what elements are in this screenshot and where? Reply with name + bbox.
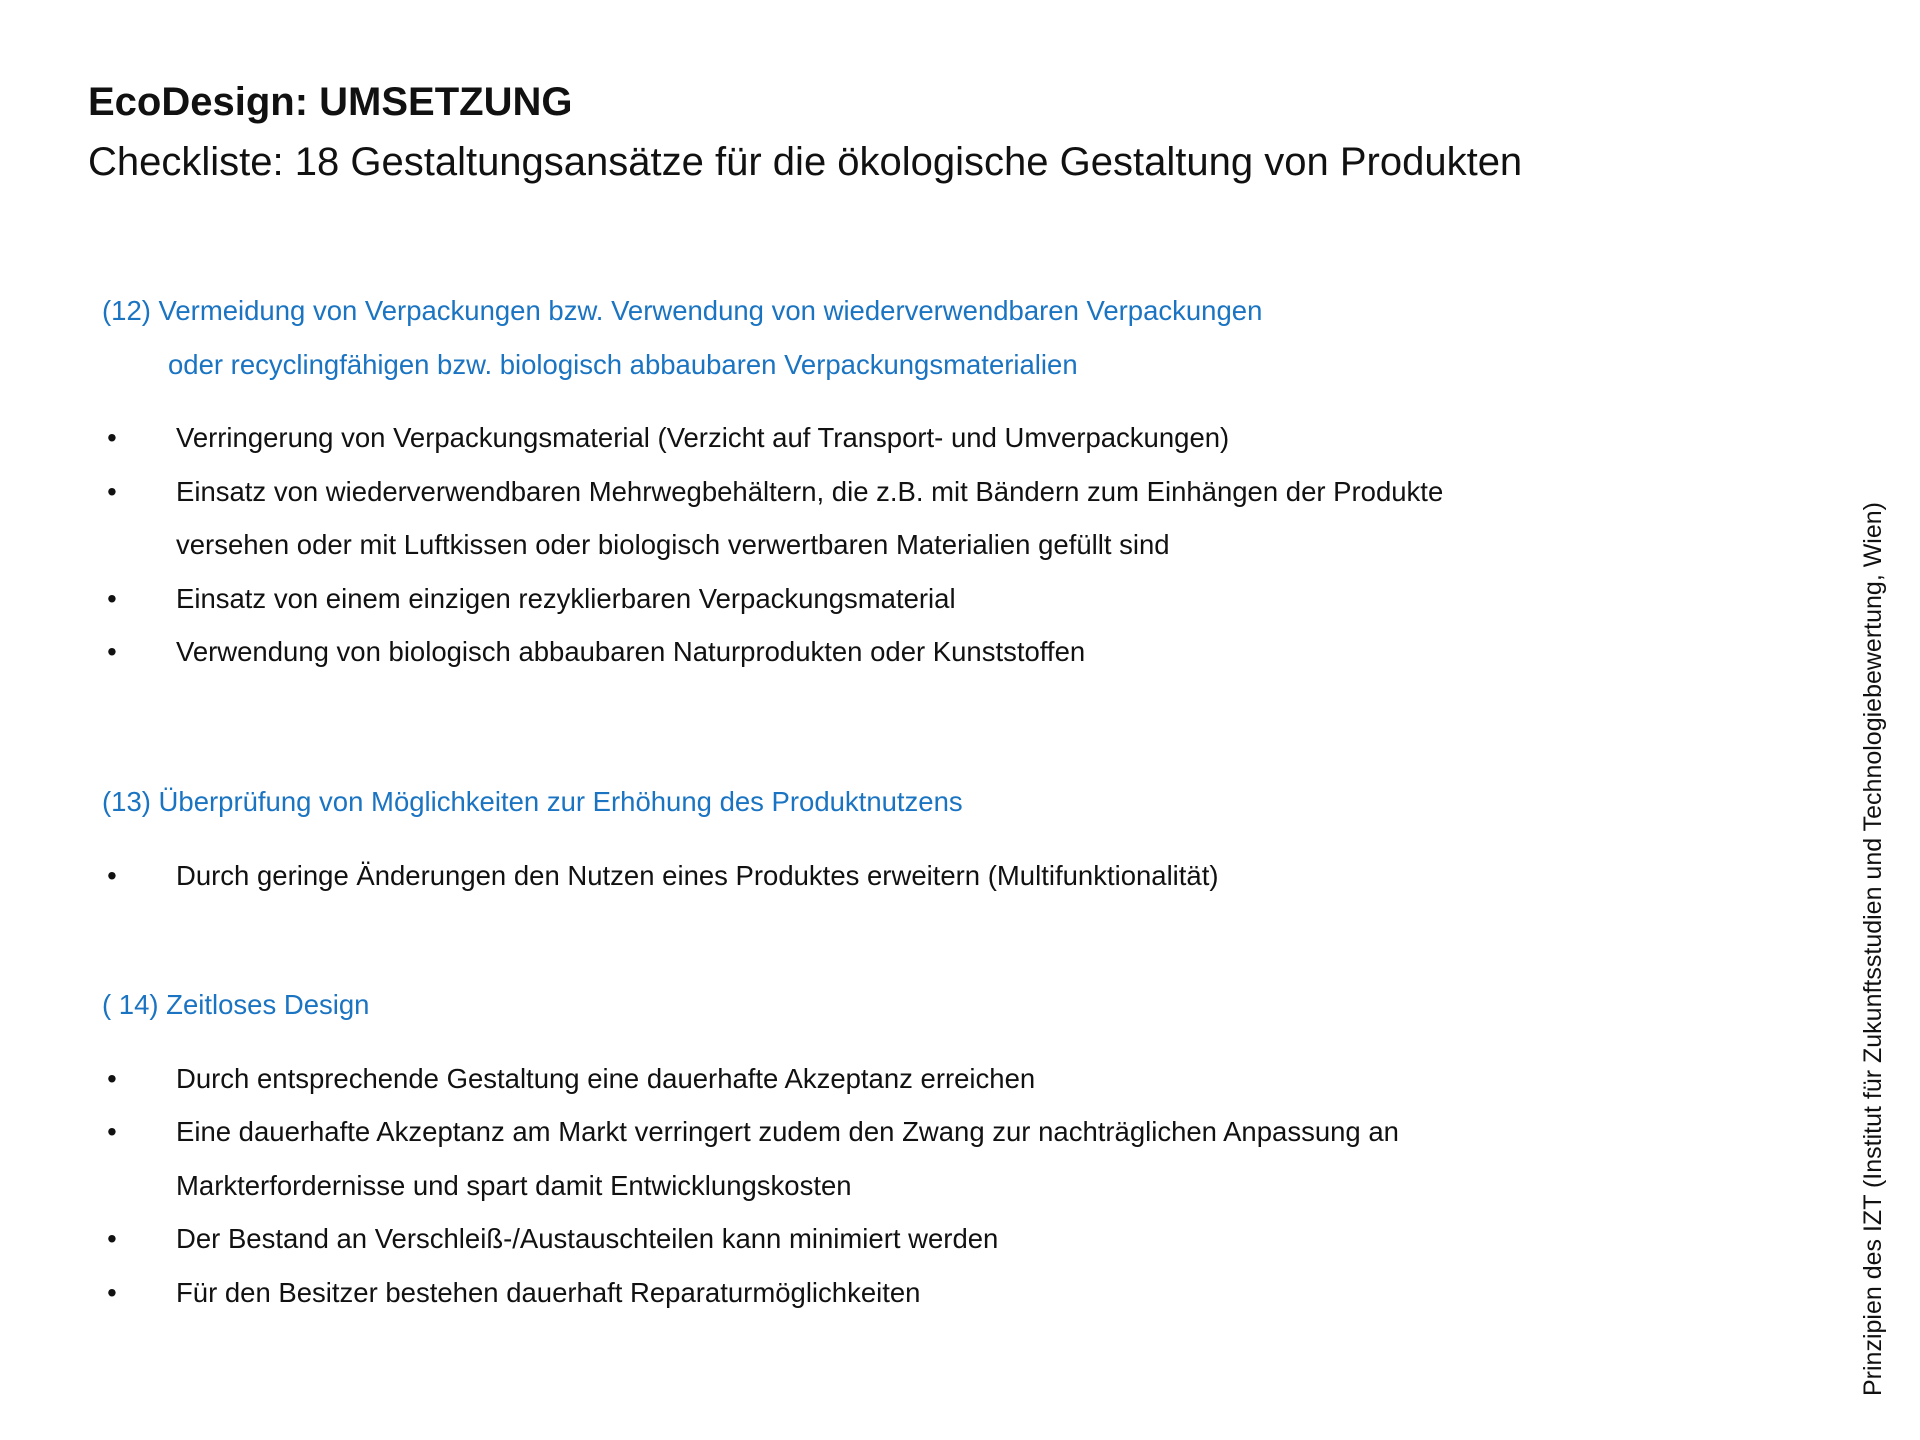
- page-subtitle: Checkliste: 18 Gestaltungsansätze für die ökologische Gestaltung von Produkten: [88, 140, 1523, 184]
- section-14: [102, 978, 1742, 1319]
- bullet-list: [102, 849, 1562, 903]
- list-item-text: Einsatz von einem einzigen rezyklierbaren Verpackungsmaterial: [176, 582, 956, 614]
- list-item: [102, 1105, 1532, 1212]
- bullet-list: [102, 1052, 1532, 1320]
- list-item-text: Eine dauerhafte Akzeptanz am Markt verringert zudem den Zwang zur nachträglichen Anpassung an Markterfordernisse und spart damit Entwicklungskosten: [176, 1116, 1399, 1201]
- list-item: [102, 1266, 1532, 1320]
- list-item: [102, 572, 1562, 626]
- list-item: [102, 411, 1562, 465]
- page-title: EcoDesign: UMSETZUNG: [88, 80, 573, 124]
- list-item-text: Verringerung von Verpackungsmaterial (Verzicht auf Transport- und Umverpackungen): [176, 422, 1230, 453]
- list-item-text: Durch geringe Änderungen den Nutzen eines Produktes erweitern (Multifunktionalität): [176, 859, 1219, 891]
- list-item: [102, 1212, 1532, 1266]
- bullet-icon: •: [107, 1062, 117, 1094]
- section-heading-line1: (13) Überprüfung von Möglichkeiten zur Erhöhung des Produktnutzens: [102, 786, 963, 817]
- bullet-icon: •: [107, 582, 117, 614]
- list-item-text: Einsatz von wiederverwendbaren Mehrwegbehältern, die z.B. mit Bändern zum Einhängen der Produkte versehen oder mit Luftkissen oder biologisch verwertbaren Materialien gefüllt sind: [176, 475, 1444, 560]
- bullet-icon: •: [107, 475, 117, 507]
- list-item-text: Verwendung von biologisch abbaubaren Naturprodukten oder Kunststoffen: [176, 636, 1086, 667]
- list-item: [102, 625, 1562, 679]
- section-heading-line2: oder recyclingfähigen bzw. biologisch abbaubaren Verpackungsmaterialien: [168, 348, 1078, 380]
- bullet-icon: •: [107, 636, 117, 667]
- list-item: [102, 465, 1562, 572]
- bullet-icon: •: [107, 422, 117, 453]
- bullet-icon: •: [107, 1276, 117, 1308]
- list-item-text: Der Bestand an Verschleiß-/Austauschteilen kann minimiert werden: [176, 1223, 999, 1254]
- list-item: [102, 1052, 1532, 1106]
- section-12: [102, 284, 1742, 679]
- section-heading: [102, 978, 1742, 1032]
- bullet-list: [102, 411, 1562, 679]
- list-item-text: Durch entsprechende Gestaltung eine dauerhafte Akzeptanz erreichen: [176, 1062, 1036, 1094]
- list-item: [102, 849, 1562, 903]
- bullet-icon: •: [107, 859, 117, 891]
- section-13: [102, 775, 1742, 902]
- section-heading: [102, 775, 1742, 829]
- bullet-icon: •: [107, 1223, 117, 1254]
- section-heading-line1: (12) Vermeidung von Verpackungen bzw. Verwendung von wiederverwendbaren Verpackungen: [102, 295, 1263, 326]
- side-note-source: Prinzipien des IZT (Institut für Zukunftsstudien und Technologiebewertung, Wien): [1859, 502, 1887, 1396]
- bullet-icon: •: [107, 1116, 117, 1147]
- list-item-text: Für den Besitzer bestehen dauerhaft Reparaturmöglichkeiten: [176, 1276, 921, 1308]
- section-heading-line1: ( 14) Zeitloses Design: [102, 989, 370, 1020]
- section-heading: [102, 284, 1742, 391]
